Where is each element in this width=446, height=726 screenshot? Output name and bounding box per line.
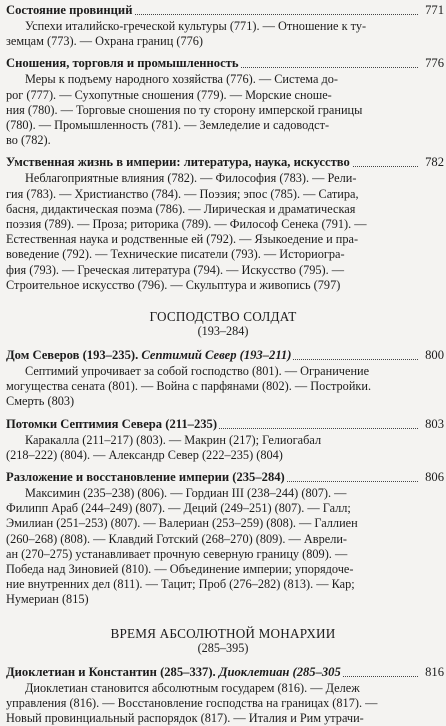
heading-italic: Септимий Север (193–211)	[141, 348, 292, 363]
entry-heading-row	[6, 347, 444, 364]
entry-body	[6, 19, 420, 49]
entry-body	[6, 364, 420, 410]
entry-line: Диоклетиан становится абсолютным государем (816). — Дележ	[25, 680, 360, 695]
entry-line: (260–268) (808). — Клавдий Готский (268–270) (809). — Аврели-	[6, 531, 348, 546]
entry-line: управления (816). — Восстановление господства на границах (817). —	[6, 695, 378, 710]
heading-bold: Диоклетиан и Константин (285–337).	[6, 664, 216, 679]
entry-line: Неблагоприятные влияния (782). — Философия (783). — Рели-	[25, 171, 357, 186]
entry-line: Нумериан (815)	[6, 592, 89, 607]
entry-line: воведение (792). — Технические писатели (793). — Историогра-	[6, 247, 345, 262]
entry-heading: Умственная жизнь в империи: литература, наука, искусство	[6, 155, 350, 170]
toc-entry	[6, 664, 444, 726]
entry-line: Успехи италийско-греческой культуры (771). — Отношение к ту-	[25, 19, 367, 33]
heading-italic: Диоклетиан (285–305	[218, 664, 341, 679]
entry-line: Смерть (803)	[6, 394, 75, 409]
entry-line: Септимий упрочивает за собой господство (801). — Ограничение	[25, 364, 370, 379]
entry-line: рог (777). — Сухопутные сношения (779). — Морские сноше-	[6, 87, 332, 102]
entry-line: Максимин (235–238) (806). — Гордиан III (238–244) (807). —	[25, 486, 347, 501]
page-number: 782	[419, 154, 444, 170]
entry-body	[6, 72, 420, 148]
page-number: 771	[419, 2, 444, 18]
entry-line: Филипп Араб (244–249) (807). — Деций (249–251) (807). — Галл;	[6, 501, 351, 516]
section-range: (193–284)	[197, 324, 249, 339]
entry-line: басня, дидактическая поэма (786). — Лирическая и драматическая	[6, 201, 356, 216]
heading-bold: Дом Северов (193–235).	[6, 348, 139, 363]
entry-heading: Разложение и восстановление империи (235–284)	[6, 470, 285, 485]
entry-line: могущества сената (801). — Война с парфянами (802). — Постройки.	[6, 379, 372, 394]
entry-line: гия (783). — Христианство (784). — Поэзия; эпос (785). — Сатира,	[6, 186, 359, 201]
toc-entry	[6, 55, 444, 148]
entry-heading-row	[6, 154, 444, 171]
entry-line: ния (780). — Торговые сношения по ту сторону имперской границы	[6, 102, 363, 117]
entry-body	[6, 433, 420, 463]
entry-line: Меры к подъему народного хозяйства (776). — Система до-	[25, 72, 339, 87]
entry-heading	[6, 664, 343, 680]
entry-line: земцам (773). — Охрана границ (776)	[6, 34, 203, 49]
page-number: 776	[419, 55, 444, 71]
entry-body	[6, 171, 420, 293]
toc-entry	[6, 154, 444, 293]
entry-heading-row	[6, 469, 444, 486]
toc-entry	[6, 2, 444, 49]
entry-line: ан (270–275) устанавливает прочную северную границу (809). —	[6, 546, 348, 561]
toc-entry	[6, 469, 444, 608]
page-number: 800	[419, 347, 444, 363]
entry-heading-row	[6, 416, 444, 433]
entry-line: поэзия (789). — Проза; риторика (789). — Философ Сенека (791). —	[6, 217, 367, 232]
page-number: 803	[419, 416, 444, 432]
toc-entry	[6, 347, 444, 410]
entry-line: (780). — Промышленность (781). — Земледелие и садоводст-	[6, 118, 330, 133]
entry-line: Эмилиан (251–253) (807). — Валериан (253–259) (808). — Галлиен	[6, 516, 358, 531]
entry-heading: Потомки Септимия Севера (211–235)	[6, 416, 218, 431]
entry-heading: Сношения, торговля и промышленность	[6, 56, 239, 71]
entry-body	[6, 681, 420, 726]
entry-line: Естественная наука и родственные ей (792). — Языкоедение и пра-	[6, 232, 359, 247]
page-number: 806	[419, 469, 444, 485]
section-range: (285–395)	[197, 640, 249, 655]
entry-heading: Состояние провинций	[6, 3, 133, 17]
entry-line: (218–222) (804). — Александр Север (222–235) (804)	[6, 447, 283, 462]
entry-line: Новый провинциальный распорядок (817). — Италия и Рим утрачи-	[6, 711, 364, 726]
entry-line: Строительное искусство (796). — Скульптура и живопись (797)	[6, 277, 341, 292]
entry-heading-row	[6, 55, 444, 72]
entry-body	[6, 486, 420, 608]
section-title: ВРЕМЯ АБСОЛЮТНОЙ МОНАРХИИ	[110, 625, 336, 641]
entry-line: ние внутренних дел (811). — Тацит; Проб (276–282) (813). — Кар;	[6, 577, 355, 592]
entry-line: во (782).	[6, 133, 51, 148]
entry-line: фия (793). — Греческая литература (794). — Искусство (795). —	[6, 262, 345, 277]
entry-heading-row	[6, 664, 444, 681]
entry-line: Победа над Зиновией (810). — Объединение империи; упорядоче-	[6, 562, 354, 577]
section-title: ГОСПОДСТВО СОЛДАТ	[149, 309, 297, 325]
entry-heading	[6, 347, 293, 363]
page-number: 816	[419, 664, 444, 680]
entry-line: Каракалла (211–217) (803). — Макрин (217); Гелиогабал	[25, 432, 322, 447]
entry-heading-row	[6, 2, 444, 19]
toc-entry	[6, 416, 444, 463]
